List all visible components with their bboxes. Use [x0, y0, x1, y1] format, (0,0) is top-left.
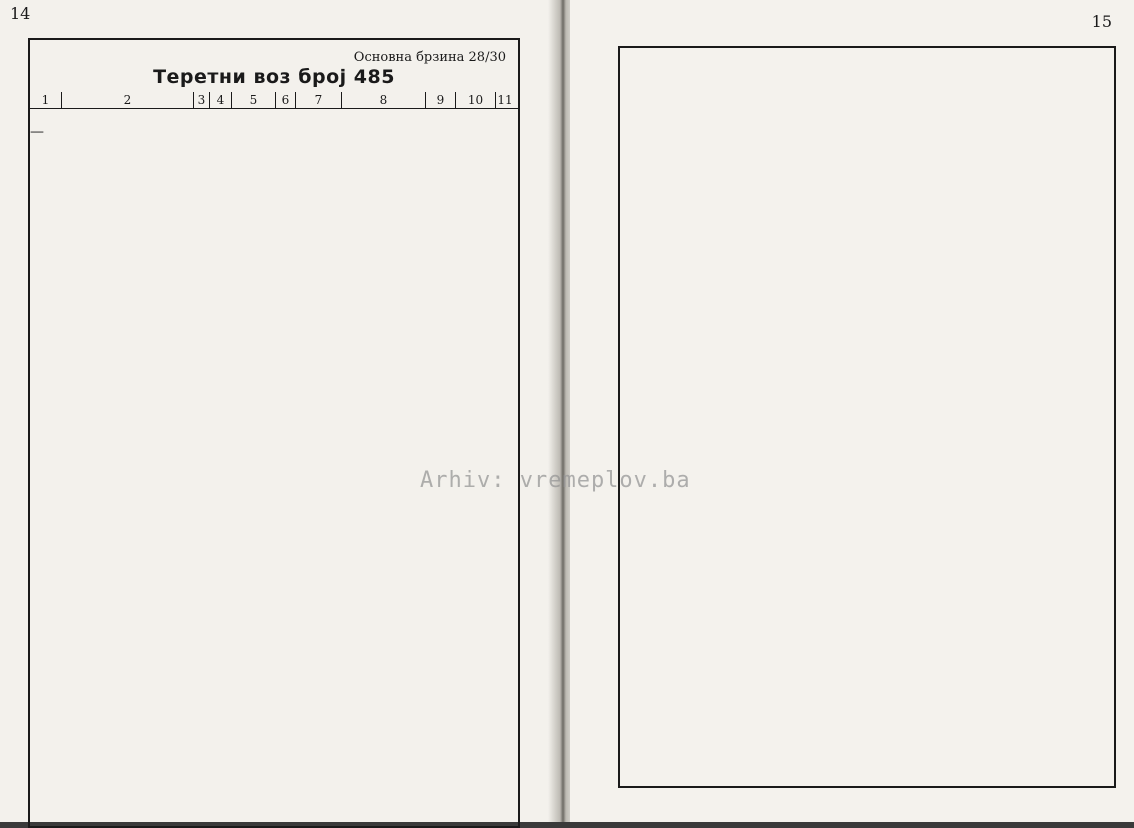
column-header-11: 11: [497, 93, 513, 107]
timetable-frame: [28, 38, 520, 828]
page-number: 15: [1091, 12, 1112, 31]
column-header-2: 2: [62, 92, 194, 108]
column-header-10: 10: [456, 92, 496, 108]
base-speed: Основна брзина 28/30: [353, 50, 506, 65]
page-number: 14: [10, 4, 31, 23]
timetable-row: [30, 124, 518, 141]
left-page: [0, 0, 558, 822]
right-page: [570, 0, 1134, 822]
cell-km: —: [30, 124, 44, 140]
column-header-9: 9: [426, 92, 456, 108]
column-header-1: 1: [30, 92, 62, 108]
column-header-4: 4: [210, 92, 232, 108]
column-header-8: 8: [342, 92, 426, 108]
column-header-7: 7: [296, 92, 342, 108]
watermark: Arhiv: vremeplov.ba: [420, 468, 691, 493]
column-header-3: 3: [194, 92, 210, 108]
column-header-row: [30, 92, 518, 109]
train-title: Теретни воз број 485: [153, 66, 395, 88]
column-header-6: 6: [276, 92, 296, 108]
timetable-frame: [618, 46, 1116, 788]
column-header-5: 5: [232, 92, 276, 108]
